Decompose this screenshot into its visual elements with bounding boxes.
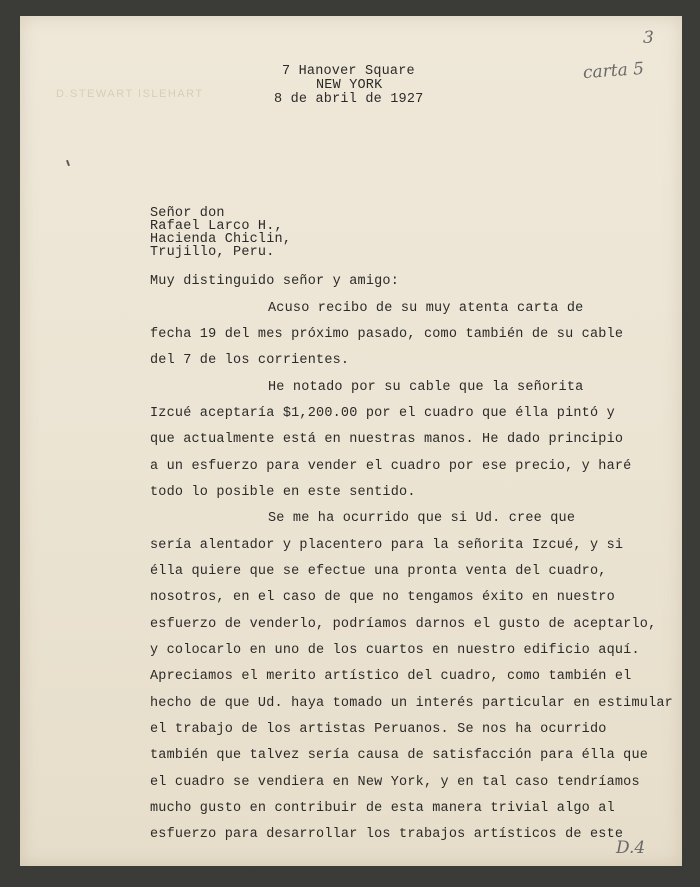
sender-address: 7 Hanover Square [282,64,415,79]
body-line: esfuerzo para desarrollar los trabajos artísticos de este [150,827,624,842]
body-line: He notado por su cable que la señorita [268,380,584,395]
sender-city: NEW YORK [316,78,383,93]
body-line: sería alentador y placentero para la señorita Izcué, y si [150,538,624,553]
body-line: hecho de que Ud. haya tomado un interés particular en estimular [150,696,673,711]
body-line: Acuso recibo de su muy atenta carta de [268,301,584,316]
body-line: y colocarlo en uno de los cuartos en nuestro edificio aquí. [150,643,640,658]
body-line: élla quiere que se efectue una pronta venta del cuadro, [150,564,607,579]
body-line: también que talvez sería causa de satisfacción para élla que [150,748,649,763]
body-line: Se me ha ocurrido que si Ud. cree que [268,511,576,526]
body-line: Izcué aceptaría $1,200.00 por el cuadro que élla pintó y [150,406,615,421]
recipient-line: Rafael Larco H., [150,219,283,234]
letterhead-embossed: D.STEWART ISLEHART [56,88,204,100]
recipient-line: Señor don [150,206,225,221]
page-number-note: 3 [643,28,654,48]
body-line: nosotros, en el caso de que no tengamos éxito en nuestro [150,590,615,605]
recipient-line: Hacienda Chiclin, [150,232,292,247]
carta-number-note: carta 5 [582,58,645,84]
letter-date: 8 de abril de 1927 [274,92,424,107]
body-line: fecha 19 del mes próximo pasado, como también de su cable [150,327,624,342]
salutation: Muy distinguido señor y amigo: [150,274,400,289]
recipient-line: Trujillo, Peru. [150,245,275,260]
body-line: mucho gusto en contribuir de esta manera trivial algo al [150,801,615,816]
body-line: que actualmente está en nuestras manos. He dado principio [150,432,624,447]
body-line: a un esfuerzo para vender el cuadro por ese precio, y haré [150,459,632,474]
body-line: el trabajo de los artistas Peruanos. Se nos ha ocurrido [150,722,607,737]
body-line: todo lo posible en este sentido. [150,485,416,500]
body-line: esfuerzo de venderlo, podríamos darnos el gusto de aceptarlo, [150,617,657,632]
body-line: Apreciamos el merito artístico del cuadro, como también el [150,669,632,684]
body-line: el cuadro se vendiera en New York, y en tal caso tendríamos [150,775,640,790]
body-line: del 7 de los corrientes. [150,353,350,368]
bottom-annotation: D.4 [616,838,646,858]
